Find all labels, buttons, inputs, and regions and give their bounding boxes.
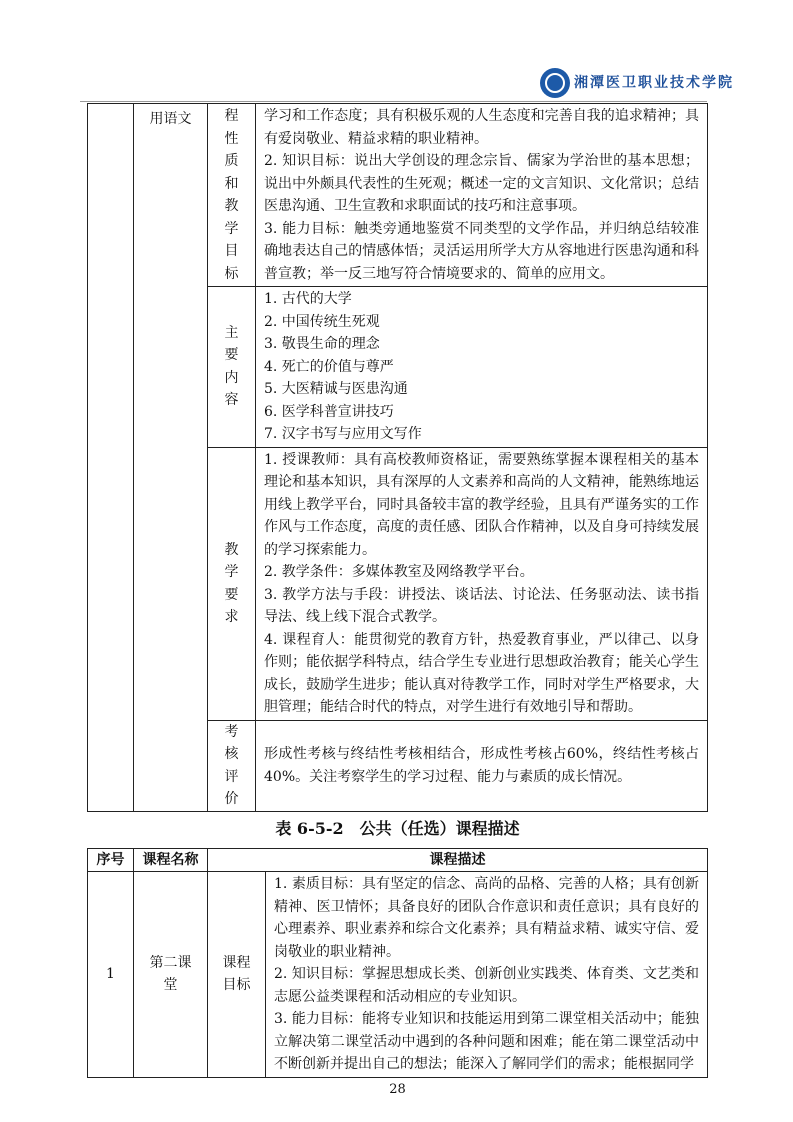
- logo-text: 湘潭医卫职业技术学院: [574, 75, 734, 91]
- row-course-name: 第二课堂: [134, 872, 208, 1078]
- row-content: 1. 古代的大学 2. 中国传统生死观 3. 敬畏生命的理念 4. 死亡的价值与尊严 5. 大医精诚与医患沟通 6. 医学科普宣讲技巧 7. 汉字书写与应用文写作: [256, 287, 708, 448]
- row-label: 考核评价: [208, 720, 256, 811]
- row-label: 课程目标: [208, 872, 266, 1078]
- row-label: 教学要求: [208, 447, 256, 720]
- header-index: 序号: [88, 848, 134, 872]
- row-content: 1. 授课教师：具有高校教师资格证，需要熟练掌握本课程相关的基本理论和基本知识，具有深厚的人文素养和高尚的人文精神，能熟练地运用线上教学平台，同时具备较丰富的教学经验，且具有严谨务实的工作作风与工作态度，高度的责任感、团队合作精神，以及自身可持续发展的学习探索能力。 2. 教学条件：多媒体教室及网络教学平台。 3. 教学方法与手段：讲授法、谈话法、讨论法、任务驱动法、读书指导法、线上线下混合式教学。 4. 课程育人：能贯彻党的教育方针，热爱教育事业，严以律己、以身作则；能依据学科特点，结合学生专业进行思想政治教育；能关心学生成长，鼓励学生进步；能认真对待教学工作，同时对学生严格要求，大胆管理；能结合时代的特点，对学生进行有效地引导和帮助。: [256, 447, 708, 720]
- table-caption: 表 6-5-2 公共（任选）课程描述: [275, 818, 520, 838]
- row-content: 形成性考核与终结性考核相结合，形成性考核占60%，终结性考核占40%。关注考察学生的学习过程、能力与素质的成长情况。: [256, 720, 708, 811]
- table-row: [88, 872, 708, 1078]
- row-label: 程性质和教学目标: [208, 104, 256, 287]
- row-label: 主要内容: [208, 287, 256, 448]
- header-description: 课程描述: [208, 848, 708, 872]
- table-header-row: [88, 848, 708, 872]
- course-name-cell: 用语文: [134, 104, 208, 812]
- table-row: [88, 104, 708, 287]
- row-content: 学习和工作态度；具有积极乐观的人生态度和完善自我的追求精神；具有爱岗敬业、精益求精的职业精神。 2. 知识目标：说出大学创设的理念宗旨、儒家为学治世的基本思想；说出中外颇具代表性的生死观；概述一定的文言知识、文化常识；总结医患沟通、卫生宣教和求职面试的技巧和注意事项。 3. 能力目标：触类旁通地鉴赏不同类型的文学作品，并归纳总结较准确地表达自己的情感体悟；灵活运用所学大方从容地进行医患沟通和科普宣教；举一反三地写符合情境要求的、简单的应用文。: [256, 104, 708, 287]
- empty-index-cell: [88, 104, 134, 812]
- course-table-continued: [87, 103, 708, 812]
- row-index: 1: [88, 872, 134, 1078]
- elective-course-table: [87, 848, 708, 1078]
- row-content: 1. 素质目标：具有坚定的信念、高尚的品格、完善的人格；具有创新精神、医卫情怀；具备良好的团队合作意识和责任意识；具有良好的心理素养、职业素养和综合文化素养；具有精益求精、诚实守信、爱岗敬业的职业精神。 2. 知识目标：掌握思想成长类、创新创业实践类、体育类、文艺类和志愿公益类课程和活动相应的专业知识。 3. 能力目标：能将专业知识和技能运用到第二课堂相关活动中；能独立解决第二课堂活动中遇到的各种问题和困难；能在第二课堂活动中不断创新并提出自己的想法；能深入了解同学们的需求；能根据同学: [266, 872, 708, 1078]
- page-number: 28: [389, 1081, 406, 1097]
- header-course-name: 课程名称: [134, 848, 208, 872]
